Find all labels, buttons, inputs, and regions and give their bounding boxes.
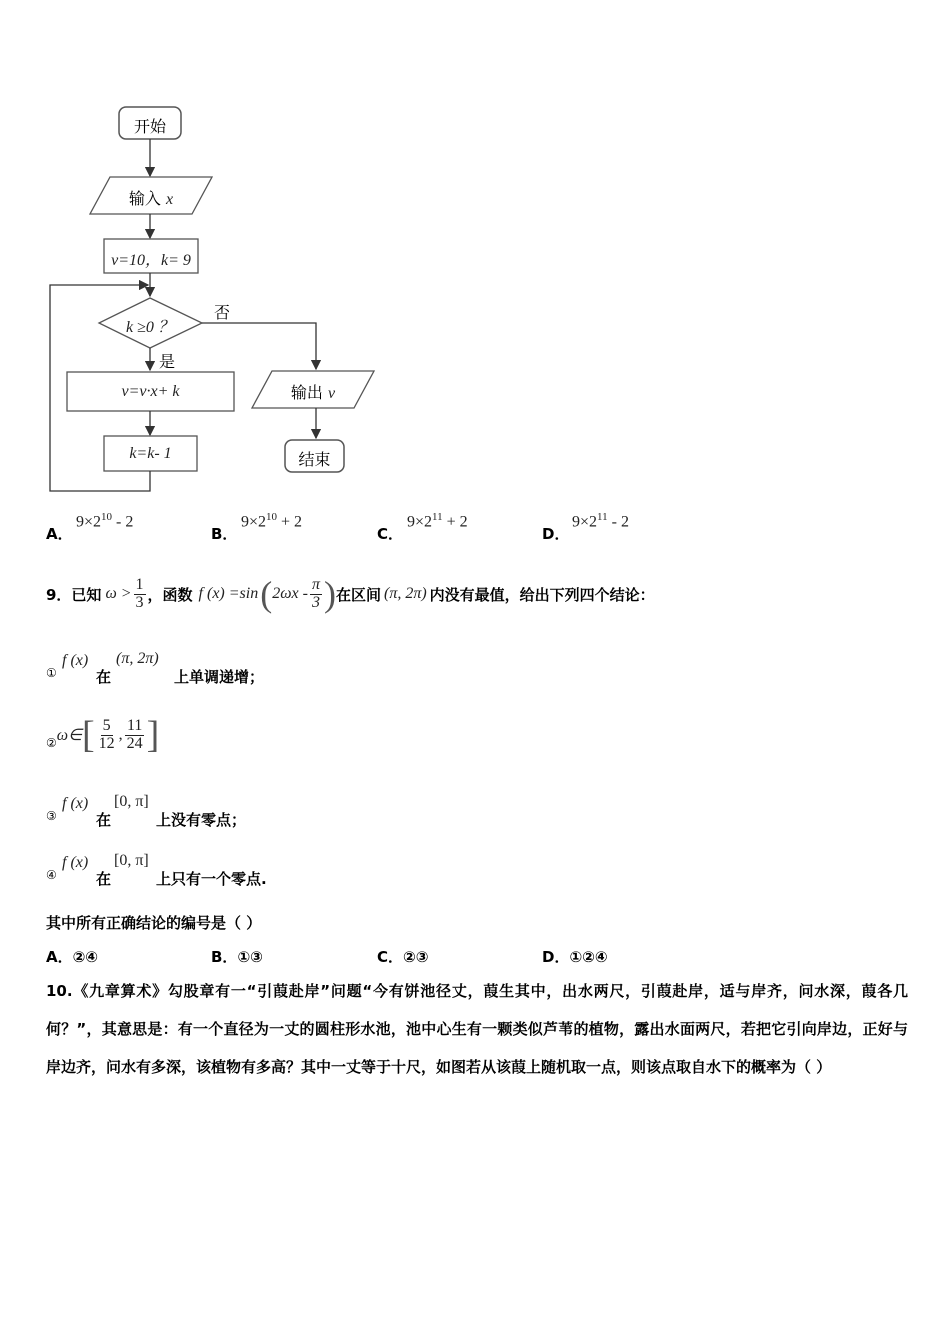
q9-func-word: ，函数 [147,585,193,604]
output-var: v [328,385,336,402]
q9-option-b[interactable]: B．①③ [211,948,263,966]
c3-fx: f (x) [62,795,89,812]
c1-tail: 上单调递增； [174,668,265,686]
c2-frac-2: $\frac{11}{24}$ [126,716,143,752]
end-label: 结束 [298,450,331,469]
c4-mark: ④ [46,868,57,882]
q9-inner: 2ωx - [272,585,308,602]
q9-tail: 内没有最值，给出下列四个结论： [429,585,655,604]
bracket-open: [ [82,714,95,756]
bracket-close: ] [146,714,160,756]
output-label [252,380,374,403]
c2-frac-1: $\frac{5}{12}$ [98,716,115,752]
q9-question: 其中所有正确结论的编号是（ ） [46,914,262,932]
update-v-label: v=v·x+ k [121,383,180,400]
option-math: $9\times 2^{10} + 2$ [241,511,303,531]
update-k-label: k=k- 1 [129,445,172,462]
condition-label: k ≥0 ？ [126,319,174,336]
paren-close: ) [323,574,336,614]
output-label-text: 输出 [290,383,323,402]
q9-option-d[interactable]: D．①②④ [542,948,608,966]
c1-in: 在 [96,668,112,686]
c3-tail: 上没有零点； [156,811,247,829]
c3-mark: ③ [46,809,57,823]
q9-number: 9．已知 [46,585,102,604]
c2-comma: , [118,726,123,743]
input-label-text: 输入 [128,189,161,208]
no-label: 否 [214,303,231,322]
c4-fx: f (x) [62,854,89,871]
q9-option-c[interactable]: C．②③ [377,948,429,966]
q9-conclusion-2 [46,710,159,760]
q9-stem [46,570,655,618]
option-math: $9\times 2^{11} + 2$ [407,511,468,531]
c4-interval: [0, π] [114,852,149,869]
yes-label: 是 [159,352,176,371]
option-label: A． [46,525,73,543]
c1-mark: ① [46,666,57,680]
q10-text: 10.《九章算术》勾股章有一“引葭赴岸”问题“今有饼池径丈，葭生其中，出水两尺，引葭赴岸，适与岸齐，问水深，葭各几何？”，其意思是：有一个直径为一丈的圆柱形水池，池中心生有一颗类似芦苇的植物，露出水面两尺，若把它引向岸边，正好与岸边齐，问水有多深，该植物有多高？其中一丈等于十尺，如图若从该葭上随机取一点，则该点取自水下的概率为（ ） [46,982,908,1076]
c3-in: 在 [96,811,112,829]
option-label: B． [211,525,238,543]
flowchart [0,0,420,500]
q9-pi-frac: $\frac{\pi}{3}$ [311,575,320,611]
q9-option-a[interactable]: A．②④ [46,948,99,966]
q9-fx: f (x) =sin [198,585,259,602]
c3-interval: [0, π] [114,793,149,810]
input-var: x [166,191,174,208]
option-math: $9\times 2^{10} - 2$ [76,511,134,531]
q9-interval: (π, 2π) [383,585,427,602]
input-label [90,186,212,209]
start-label: 开始 [133,117,166,136]
paren-open: ( [260,574,273,614]
c4-in: 在 [96,870,112,888]
q9-omega: ω > [105,585,132,602]
c1-interval: (π, 2π) [116,650,159,667]
c4-tail: 上只有一个零点. [156,870,267,888]
option-label: C． [377,525,404,543]
q9-frac: $\frac{1}{3}$ [135,575,144,611]
no-line [202,323,316,369]
c1-fx: f (x) [62,652,89,669]
option-label: D． [542,525,570,543]
option-math: $9\times 2^{11} - 2$ [572,511,629,531]
q9-interval-pre: 在区间 [335,585,381,604]
c2-mark: ② [46,736,57,750]
init-label: v=10，k= 9 [111,252,191,269]
c2-omega: ω∈ [56,727,82,744]
